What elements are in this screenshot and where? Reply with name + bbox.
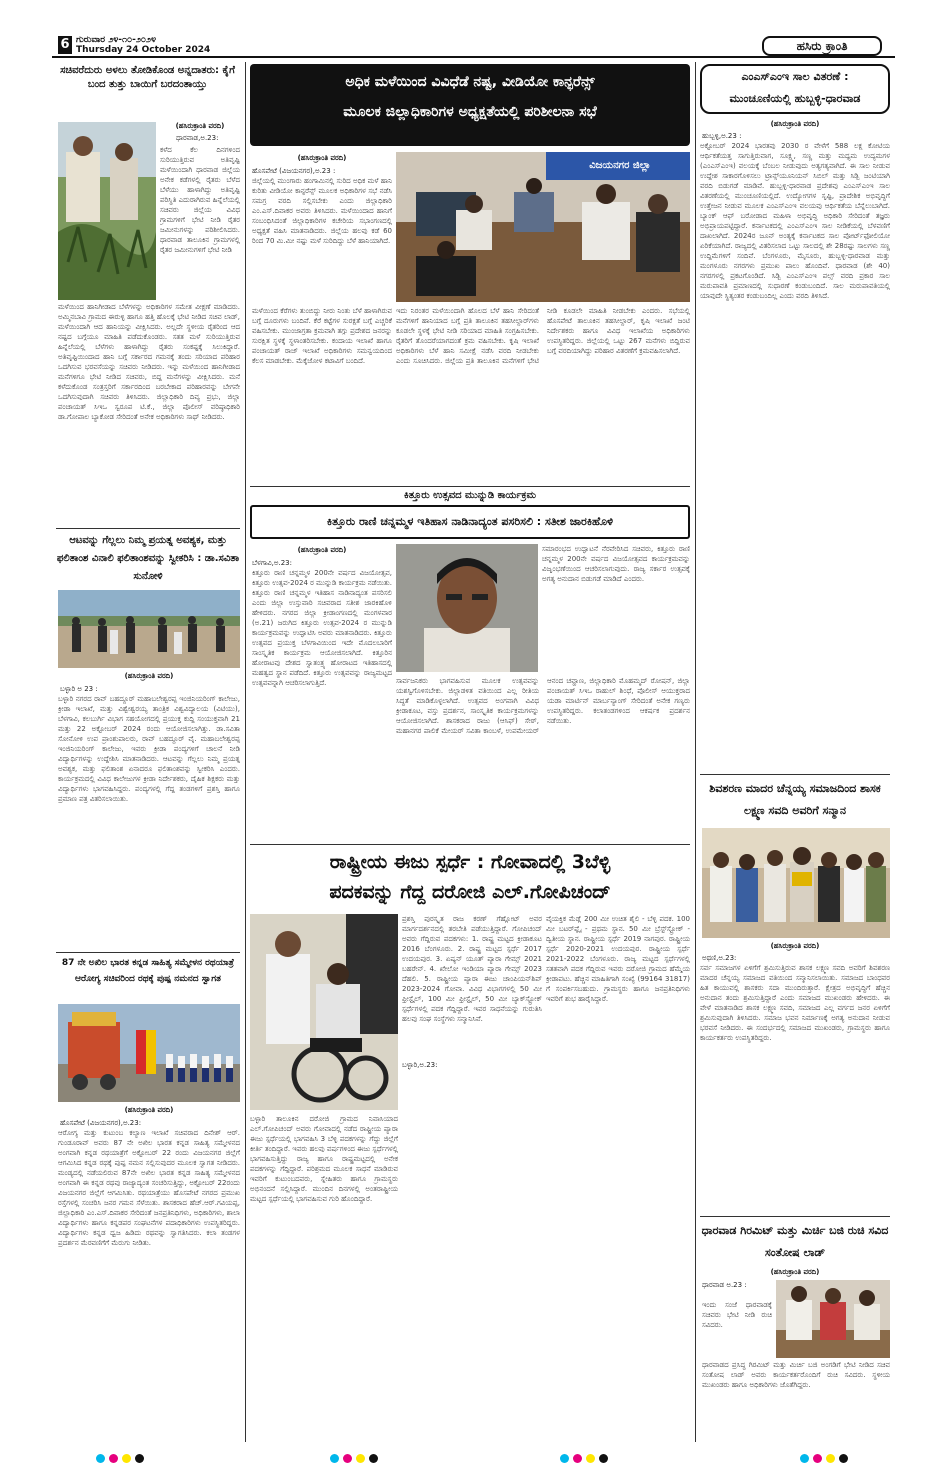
kittur-portrait-photo xyxy=(396,544,538,672)
registration-marks-right xyxy=(800,1448,858,1458)
right-story3-byline: (ಹಸಿರುಕ್ರಾಂತಿ ವರದಿ) xyxy=(770,1268,820,1276)
column-rule-right xyxy=(695,62,696,1442)
date-english: Thursday 24 October 2024 xyxy=(76,45,211,55)
reg-magenta-dot xyxy=(813,1454,822,1463)
kittur-byline: (ಹಸಿರುಕ್ರಾಂತಿ ವರದಿ) xyxy=(297,546,347,554)
left-story2-photo xyxy=(58,590,240,668)
reg-cyan-dot xyxy=(800,1454,809,1463)
left-story2-body: ಬಳ್ಳಾರಿ ನಗರದ ರಾವ್ ಬಹದ್ದೂರ್ ಮಹಾಬಲೇಶ್ವರಪ್ಪ ಇಂಜಿನಿಯರಿಂಗ್ ಕಾಲೇಜು, ಕ್ರೀಡಾ ಇಲಾಖೆ, ಮತ್ತು ವಿಶ್ವೇಶ್ವರಯ್ಯ ತಾಂತ್ರಿಕ ವಿಶ್ವವಿದ್ಯಾಲಯ (ವಿಟಿಯು), ಬೆಳಗಾವಿ, ಕಲಬುರ್ಗಿ ವಿಭಾಗ ಸಹಯೋಗದಲ್ಲಿ ಪ್ರಯುಕ್ತ ಕುದ್ದಿ ಸಂಯುಕ್ತವಾಗಿ 21 ಮತ್ತು 22 ಅಕ್ಟೋಬರ್ 2024 ರಂದು ಆಯೋಜಿಸಲಾಗಿತ್ತು. ಡಾ.ಸವಿತಾ ಸೋನೋಳಿ ಉಪ ಪ್ರಾಂಶುಪಾಲರು, ರಾವ್ ಬಹದ್ದೂರ್ ವೈ. ಮಹಾಬಲೇಶ್ವರಪ್ಪ ಇಂಜಿನಿಯರಿಂಗ್ ಕಾಲೇಜು, ಇವರು ಕ್ರೀಡಾ ಪಂದ್ಯಗಳಿಗೆ ಚಾಲನೆ ನೀಡಿ ವಿದ್ಯಾರ್ಥಿಗಳನ್ನು ಉದ್ದೇಶಿಸಿ ಮಾತನಾಡಿದರು. ಆಟವನ್ನು ಗೆಲ್ಲಲು ನಿಮ್ಮ ಪ್ರಯತ್ನ ಅವಶ್ಯಕ, ಮತ್ತು ಫಲಿತಾಂಶ ಏನಾದರೂ ಫಲಿತಾಂಶವನ್ನು ಸ್ವೀಕರಿಸಿ ಎಂದರು. ಕಾರ್ಯಕ್ರಮದಲ್ಲಿ ವಿವಿಧ ಕಾಲೇಜುಗಳ ಕ್ರೀಡಾ ನಿರ್ದೇಶಕರು, ದೈಹಿಕ ಶಿಕ್ಷಕರು ಮತ್ತು ವಿದ್ಯಾರ್ಥಿಗಳು ಭಾಗವಹಿಸಿದ್ದರು. ಪಂದ್ಯಗಳಲ್ಲಿ ಗೆದ್ದ ತಂಡಗಳಿಗೆ ಪ್ರಶಸ್ತಿ ಹಾಗೂ ಪ್ರಮಾಣ ಪತ್ರ ವಿತರಿಸಲಾಯಿತು. xyxy=(58,695,240,803)
right-story3-photo xyxy=(776,1280,890,1358)
sports-body-b: ಪ್ರಶಸ್ತಿ ಪುರಸ್ಕೃತ ರಾಜ ಕರಣ್ ಗೆಹ್ಲೋಟ್ ಅವರ ಮಾರ್ಗದರ್ಶನದಲ್ಲಿ ತರಬೇತಿ ಪಡೆಯುತ್ತಿದ್ದಾರೆ. ಗೋಪಿಚಂದ್ ಅವರು ಗೆದ್ದಿರುವ ಪದಕಗಳು: 1. ರಾಷ್ಟ್ರ ಮಟ್ಟದ ಕ್ರೀಡಾಕೂಟ 2016 ಬೆಂಗಳೂರು. 2. ರಾಷ್ಟ್ರ ಮಟ್ಟದ ಸ್ಪರ್ಧೆ 2017 ಉದಯಪುರ. 3. ಏಷ್ಯನ್ ಯೂತ್ ಪ್ಯಾರಾ ಗೇಮ್ಸ್ 2021 ಬಹರೇನ್. 4. ಖೇಲೋ ಇಂಡಿಯಾ ಪ್ಯಾರಾ ಗೇಮ್ಸ್ 2023 ದೆಹಲಿ. 5. ರಾಷ್ಟ್ರೀಯ ಪ್ಯಾರಾ ಈಜು ಚಾಂಪಿಯನ್‌ಶಿಪ್ 2023-2024 ಗೋವಾ. ವಿವಿಧ ವಿಭಾಗಗಳಲ್ಲಿ 50 ಮೀ ಫ್ರೀಸ್ಟೈಲ್, 100 ಮೀ ಫ್ರೀಸ್ಟೈಲ್, 50 ಮೀ ಬ್ಯಾಕ್‌ಸ್ಟ್ರೋಕ್ ಸ್ಪರ್ಧೆಗಳಲ್ಲಿ ಪದಕ ಗೆದ್ದಿದ್ದಾರೆ. ಇವರ ಸಾಧನೆಯನ್ನು ಗುರುತಿಸಿ ಹಲವು ಸಂಘ ಸಂಸ್ಥೆಗಳು ಸನ್ಮಾನಿಸಿವೆ. xyxy=(402,915,542,1023)
column-rule-left xyxy=(245,62,246,1442)
left-story3-dateline: ಹೊಸಪೇಟೆ (ವಿಜಯನಗರ),ಅ.23: xyxy=(60,1119,142,1127)
dateline-header xyxy=(76,35,210,55)
registration-marks-mid xyxy=(560,1448,618,1458)
right-story2-dateline: ಅಥಣಿ,ಅ.23: xyxy=(702,954,737,962)
kittur-headline: ಕಿತ್ತೂರು ರಾಣಿ ಚನ್ನಮ್ಮಳ ಇತಿಹಾಸ ನಾಡಿನಾದ್ಯಂತ ಪಸರಿಸಲಿ : ಸತೀಶ ಜಾರಕಿಹೊಳಿ xyxy=(250,505,690,539)
right-story2-byline: (ಹಸಿರುಕ್ರಾಂತಿ ವರದಿ) xyxy=(770,942,820,950)
paper-masthead: ಹಸಿರು ಕ್ರಾಂತಿ xyxy=(762,36,882,56)
right-story3-dateline: ಧಾರವಾಡ ಅ.23 : xyxy=(702,1281,747,1289)
left-story3-headline: 87 ನೇ ಅಖಿಲ ಭಾರತ ಕನ್ನಡ ಸಾಹಿತ್ಯ ಸಮ್ಮೇಳನ ರಥಯಾತ್ರೆ ಆರೋಗ್ಯ ಸಚಿವರಿಂದ ರಥಕ್ಕೆ ಪುಷ್ಪ ನಮನದ ಸ್ವಾಗತ xyxy=(61,958,235,984)
center-top-byline: (ಹಸಿರುಕ್ರಾಂತಿ ವರದಿ) xyxy=(297,154,347,162)
reg-magenta-dot xyxy=(343,1454,352,1463)
right-story3-headline: ಧಾರವಾಡ ಗಿರಮಿಟ್ ಮತ್ತು ಮಿರ್ಚಿ ಬಜಿ ರುಚಿ ಸವಿದ ಸಂತೋಷ ಲಾಡ್ xyxy=(701,1224,889,1259)
right-story2-body: ಸರ್ವ ಸಮಾಜಗಳ ಏಳಿಗೆಗೆ ಶ್ರಮಿಸುತ್ತಿರುವ ಶಾಸಕ ಲಕ್ಷ್ಮಣ ಸವದಿ ಅವರಿಗೆ ಶಿವಶರಣ ಮಾದರ ಚೆನ್ನಯ್ಯ ಸಮಾಜದ ವತಿಯಿಂದ ಸನ್ಮಾನಿಸಲಾಯಿತು. ಸಮಾಜದ ಬಾಂಧವರ ಹಿತ ಕಾಯುವಲ್ಲಿ ಶಾಸಕರು ಸದಾ ಮುಂದಿರುತ್ತಾರೆ. ಕ್ಷೇತ್ರದ ಅಭಿವೃದ್ಧಿಗೆ ಹೆಚ್ಚಿನ ಅನುದಾನ ತಂದು ಶ್ರಮಿಸುತ್ತಿದ್ದಾರೆ ಎಂದು ಸಮಾಜದ ಮುಖಂಡರು ಹೇಳಿದರು. ಈ ವೇಳೆ ಮಾತನಾಡಿದ ಶಾಸಕ ಲಕ್ಷ್ಮಣ ಸವದಿ, ಸಮಾಜದ ಎಲ್ಲ ವರ್ಗದ ಜನರ ಏಳಿಗೆಗೆ ಶ್ರಮಿಸುವುದಾಗಿ ತಿಳಿಸಿದರು. ಸಮಾಜ ಭವನ ನಿರ್ಮಾಣಕ್ಕೆ ಅಗತ್ಯ ಅನುದಾನ ನೀಡುವ ಭರವಸೆ ನೀಡಿದರು. ಈ ಸಂದರ್ಭದಲ್ಲಿ ಸಮಾಜದ ಮುಖಂಡರು, ಗ್ರಾಮಸ್ಥರು ಹಾಗೂ ಕಾರ್ಯಕರ್ತರು ಉಪಸ್ಥಿತರಿದ್ದರು. xyxy=(700,964,890,1042)
center-top-headline-box xyxy=(250,64,690,146)
reg-yellow-dot xyxy=(356,1454,365,1463)
reg-black-dot xyxy=(839,1454,848,1463)
sports-body-a: ಬಳ್ಳಾರಿ ತಾಲೂಕಿನ ದರೋಜಿ ಗ್ರಾಮದ ನಿವಾಸಿಯಾದ ಎಲ್.ಗೋಪಿಚಂದ್ ಅವರು ಗೋವಾದಲ್ಲಿ ನಡೆದ ರಾಷ್ಟ್ರೀಯ ಪ್ಯಾರಾ ಈಜು ಸ್ಪರ್ಧೆಯಲ್ಲಿ ಭಾಗವಹಿಸಿ 3 ಬೆಳ್ಳಿ ಪದಕಗಳನ್ನು ಗೆದ್ದು ಜಿಲ್ಲೆಗೆ ಕೀರ್ತಿ ತಂದಿದ್ದಾರೆ. ಇವರು ಹಲವು ವರ್ಷಗಳಿಂದ ಈಜು ಸ್ಪರ್ಧೆಗಳಲ್ಲಿ ಭಾಗವಹಿಸುತ್ತಿದ್ದು ರಾಜ್ಯ ಹಾಗೂ ರಾಷ್ಟ್ರಮಟ್ಟದಲ್ಲಿ ಅನೇಕ ಪದಕಗಳನ್ನು ಗೆದ್ದಿದ್ದಾರೆ. ಪರಿಶ್ರಮದ ಮೂಲಕ ಸಾಧನೆ ಮಾಡಿರುವ ಇವರಿಗೆ ಕುಟುಂಬದವರು, ಸ್ನೇಹಿತರು ಹಾಗೂ ಗ್ರಾಮಸ್ಥರು ಅಭಿನಂದನೆ ಸಲ್ಲಿಸಿದ್ದಾರೆ. ಮುಂದಿನ ದಿನಗಳಲ್ಲಿ ಅಂತರಾಷ್ಟ್ರೀಯ ಮಟ್ಟದ ಸ್ಪರ್ಧೆಯಲ್ಲಿ ಭಾಗವಹಿಸುವ ಗುರಿ ಹೊಂದಿದ್ದಾರೆ. xyxy=(250,1115,398,1203)
center-top-body-c: ಮಳೆಯಿಂದ ಕೆರೆಗಳು ತುಂಬಿದ್ದು ನೀರು ನಿಂತು ಬೆಳೆ ಹಾಳಾಗಿರುವ ಬಗ್ಗೆ ದೂರುಗಳು ಬಂದಿವೆ. ಕೆರೆ ಕಟ್ಟೆಗಳ ಸುರಕ್ಷತೆ ಬಗ್ಗೆ ಎಚ್ಚರಿಕೆ ವಹಿಸಬೇಕು. ಮುಂಜಾಗ್ರತಾ ಕ್ರಮವಾಗಿ ತಗ್ಗು ಪ್ರದೇಶದ ಜನರನ್ನು ಸುರಕ್ಷಿತ ಸ್ಥಳಕ್ಕೆ ಸ್ಥಳಾಂತರಿಸಬೇಕು. ಕಂದಾಯ ಇಲಾಖೆ ಹಾಗೂ ಪಂಚಾಯತ್ ರಾಜ್ ಇಲಾಖೆ ಅಧಿಕಾರಿಗಳು ಸಮನ್ವಯದಿಂದ ಕೆಲಸ ಮಾಡಬೇಕು. ಮೆಕ್ಕೆಜೋಳ ಕಟಾವಿಗೆ ಬಂದಿದೆ. xyxy=(252,307,392,365)
center-top-headline-line1: ಅಧಿಕ ಮಳೆಯಿಂದ ವಿವಿಧೆಡೆ ನಷ್ಟ, ವೀಡಿಯೋ ಕಾನ್ಫರೆನ್ಸ್ xyxy=(345,74,595,90)
left-story1-photo xyxy=(58,122,156,300)
left-story1-byline: (ಹಸಿರುಕ್ರಾಂತಿ ವರದಿ) xyxy=(175,122,225,130)
date-kannada: ಗುರುವಾರ ೨೪-೧೦-೨೦೨೪ xyxy=(76,35,156,45)
left-story3-byline: (ಹಸಿರುಕ್ರಾಂತಿ ವರದಿ) xyxy=(124,1106,174,1114)
center-top-photo-banner: ವಿಜಯನಗರ ಜಿಲ್ಲಾ xyxy=(589,160,651,171)
center-top-body-b: ಇದು ನಿರಂತರ ಮಳೆಯಿಂದಾಗಿ ಹೊಲದ ಬೆಳೆ ಹಾನಿ ಸೇರಿದಂತೆ ಮನೆಗಳಿಗೆ ಹಾನಿಯಾದ ಬಗ್ಗೆ ಪ್ರತಿ ತಾಲೂಕಿನ ತಹಸೀಲ್ದಾರ್‌ಗಳು ಕೂಡಲೇ ಸ್ಥಳಕ್ಕೆ ಭೇಟಿ ನೀಡಿ ಸರಿಯಾದ ಮಾಹಿತಿ ಸಂಗ್ರಹಿಸಬೇಕು. ರೈತರಿಗೆ ತೊಂದರೆಯಾಗದಂತೆ ಕ್ರಮ ವಹಿಸಬೇಕು. ಕೃಷಿ ಇಲಾಖೆ ಅಧಿಕಾರಿಗಳು ಬೆಳೆ ಹಾನಿ ಸಮೀಕ್ಷೆ ನಡೆಸಿ ವರದಿ ನೀಡಬೇಕು ಎಂದು ಸೂಚಿಸಿದರು. ಜಿಲ್ಲೆಯ ಪ್ರತಿ ತಾಲೂಕಿನ ಮನೆಗಳಿಗೆ ಭೇಟಿ ನೀಡಿ ಕೂಡಲೇ ಮಾಹಿತಿ ನೀಡಬೇಕು ಎಂದರು. ಸಭೆಯಲ್ಲಿ ಹೊಸಪೇಟೆ ತಾಲೂಕಿನ ತಹಸೀಲ್ದಾರ್, ಕೃಷಿ ಇಲಾಖೆ ಜಂಟಿ ನಿರ್ದೇಶಕರು ಹಾಗೂ ವಿವಿಧ ಇಲಾಖೆಯ ಅಧಿಕಾರಿಗಳು ಉಪಸ್ಥಿತರಿದ್ದರು. ಜಿಲ್ಲೆಯಲ್ಲಿ ಒಟ್ಟು 267 ಮನೆಗಳು ಬಿದ್ದಿರುವ ಬಗ್ಗೆ ವರದಿಯಾಗಿದ್ದು ಪರಿಹಾರ ವಿತರಣೆಗೆ ಕ್ರಮವಹಿಸಲಾಗಿದೆ. xyxy=(396,307,690,365)
reg-black-dot xyxy=(135,1454,144,1463)
right-divider-2 xyxy=(700,1216,890,1217)
left-story2-headline: ಆಟವನ್ನು ಗೆಲ್ಲಲು ನಿಮ್ಮ ಪ್ರಯತ್ನ ಅವಶ್ಯಕ, ಮತ್ತು ಫಲಿತಾಂಶ ವಿನಾಲಿ ಫಲಿತಾಂಶವನ್ನು ಸ್ವೀಕರಿಸಿ : ಡಾ.ಸವಿತಾ ಸುನೋಳಿ xyxy=(56,535,240,582)
left-divider-1 xyxy=(56,528,240,529)
sports-swimmer-photo xyxy=(250,914,398,1110)
left-story1-headline: ಸಚಿವರೆದುರು ಅಳಲು ತೋಡಿಕೊಂಡ ಅನ್ನದಾತರು: ಕೈಗೆ ಬಂದ ತುತ್ತು ಬಾಯಿಗೆ ಬರದಂತಾಯ್ತು xyxy=(60,65,235,90)
center-top-dateline: ಹೊಸಪೇಟೆ (ವಿಜಯನಗರ),ಅ.23 : xyxy=(252,167,336,175)
page-number: 6 xyxy=(58,36,72,54)
right-story2-photo xyxy=(702,828,890,938)
center-top-headline-line2: ಮೂಲಕ ಜಿಲ್ಲಾಧಿಕಾರಿಗಳ ಅಧ್ಯಕ್ಷತೆಯಲ್ಲಿ ಪರಿಶೀಲನಾ ಸಭೆ xyxy=(343,104,597,120)
right-story3-body-a: ಇಂದು ಸಂಜೆ ಧಾರವಾಡಕ್ಕೆ ಸಚಿವರು ಭೇಟಿ ನೀಡಿ ರುಚಿ ಸವಿದರು. xyxy=(702,1301,772,1329)
left-story1-body-a: ಕಳೆದ ಕೆಲ ದಿನಗಳಿಂದ ಸುರಿಯುತ್ತಿರುವ ಅತಿವೃಷ್ಟಿ ಮಳೆಯಿಂದಾಗಿ ಧಾರವಾಡ ಜಿಲ್ಲೆಯ ಅನೇಕ ಕಡೆಗಳಲ್ಲಿ ರೈತರು ಬೆಳೆದ ಬೆಳೆಯು ಹಾಳಾಗಿದ್ದು ಅತಿವೃಷ್ಟಿ ಪರಿಸ್ಥಿತಿ ಎದುರಾಗಿರುವ ಹಿನ್ನೆಲೆಯಲ್ಲಿ ಸಚಿವರು ಜಿಲ್ಲೆಯ ವಿವಿಧ ಗ್ರಾಮಗಳಿಗೆ ಭೇಟಿ ನೀಡಿ ರೈತರ ಜಮೀನುಗಳನ್ನು ಪರಿಶೀಲಿಸಿದರು. ಧಾರವಾಡ ತಾಲೂಕಿನ ಗ್ರಾಮಗಳಲ್ಲಿ ರೈತರ ಜಮೀನುಗಳಿಗೆ ಭೇಟಿ ನೀಡಿ xyxy=(160,146,240,254)
right-divider-1 xyxy=(700,774,890,775)
registration-marks-center xyxy=(330,1448,388,1458)
center-divider-2 xyxy=(250,844,690,845)
reg-magenta-dot xyxy=(109,1454,118,1463)
reg-black-dot xyxy=(599,1454,608,1463)
right-story2-headline: ಶಿವಶರಣ ಮಾದರ ಚೆನ್ನಯ್ಯ ಸಮಾಜದಿಂದ ಶಾಸಕ ಲಕ್ಷ್ಮಣ ಸವದಿ ಅವರಿಗೆ ಸನ್ಮಾನ xyxy=(709,782,881,817)
reg-yellow-dot xyxy=(586,1454,595,1463)
left-story3-body: ಆರೋಗ್ಯ ಮತ್ತು ಕುಟುಂಬ ಕಲ್ಯಾಣ ಇಲಾಖೆ ಸಚಿವರಾದ ದಿನೇಶ್ ಆರ್. ಗುಂಡೂರಾವ್ ಅವರು 87 ನೇ ಅಖಿಲ ಭಾರತ ಕನ್ನಡ ಸಾಹಿತ್ಯ ಸಮ್ಮೇಳನದ ಅಂಗವಾಗಿ ಕನ್ನಡ ರಥಯಾತ್ರೆಗೆ ಅಕ್ಟೋಬರ್ 22 ರಂದು ವಿಜಯನಗರ ಜಿಲ್ಲೆಗೆ ಆಗಮಿಸಿದ ಕನ್ನಡ ರಥಕ್ಕೆ ಪುಷ್ಪ ನಮನ ಸಲ್ಲಿಸುವುದರ ಮೂಲಕ ಸ್ವಾಗತ ನೀಡಿದರು. ಮಂಡ್ಯದಲ್ಲಿ ನಡೆಯಲಿರುವ 87ನೇ ಅಖಿಲ ಭಾರತ ಕನ್ನಡ ಸಾಹಿತ್ಯ ಸಮ್ಮೇಳನದ ಅಂಗವಾಗಿ ಈ ಕನ್ನಡ ರಥವು ರಾಜ್ಯಾದ್ಯಂತ ಸಂಚರಿಸುತ್ತಿದ್ದು, ಅಕ್ಟೋಬರ್ 22ರಂದು ವಿಜಯನಗರ ಜಿಲ್ಲೆಗೆ ಆಗಮಿಸಿತು. ರಥಯಾತ್ರೆಯು ಹೊಸಪೇಟೆ ನಗರದ ಪ್ರಮುಖ ರಸ್ತೆಗಳಲ್ಲಿ ಸಂಚರಿಸಿ ಜನರ ಗಮನ ಸೆಳೆಯಿತು. ಶಾಸಕರಾದ ಹೆಚ್.ಆರ್.ಗವಿಯಪ್ಪ, ಜಿಲ್ಲಾಧಿಕಾರಿ ಎಂ.ಎಸ್.ದಿವಾಕರ ಸೇರಿದಂತೆ ಜನಪ್ರತಿನಿಧಿಗಳು, ಅಧಿಕಾರಿಗಳು, ಶಾಲಾ ವಿದ್ಯಾರ್ಥಿಗಳು ಹಾಗೂ ಕನ್ನಡಪರ ಸಂಘಟನೆಗಳ ಪದಾಧಿಕಾರಿಗಳು ಉಪಸ್ಥಿತರಿದ್ದರು. ವಿದ್ಯಾರ್ಥಿಗಳು ಕನ್ನಡ ಧ್ವಜ ಹಿಡಿದು ರಥವನ್ನು ಸ್ವಾಗತಿಸಿದರು. ಕಲಾ ತಂಡಗಳ ಪ್ರದರ್ಶನ ಮೆರವಣಿಗೆಗೆ ಮೆರುಗು ನೀಡಿತು. xyxy=(58,1129,240,1247)
right-story1-byline: (ಹಸಿರುಕ್ರಾಂತಿ ವರದಿ) xyxy=(770,120,820,128)
center-divider-1 xyxy=(250,486,690,487)
right-story1-headline xyxy=(700,64,890,114)
sports-dateline: ಬಳ್ಳಾರಿ,ಅ.23: xyxy=(402,1061,438,1069)
kittur-kicker: ಕಿತ್ತೂರು ಉತ್ಸವದ ಮುನ್ನುಡಿ ಕಾರ್ಯಕ್ರಮ xyxy=(404,490,536,501)
right-story1-headline-line2: ಮುಂಚೂಣಿಯಲ್ಲಿ ಹುಬ್ಬಳ್ಳಿ-ಧಾರವಾಡ xyxy=(729,92,861,105)
reg-magenta-dot xyxy=(573,1454,582,1463)
left-story2-dateline: ಬಳ್ಳಾರಿ ಅ 23 : xyxy=(60,685,98,693)
registration-marks-left xyxy=(96,1448,154,1458)
left-story1-dateline: ಧಾರವಾಡ,ಅ.23: xyxy=(176,134,219,142)
sports-body-c: ವೈಯಕ್ತಿಕ ಮೆಡ್ಲೆ 200 ಮೀ ಉಚಿತ ಶೈಲಿ - ಬೆಳ್ಳಿ ಪದಕ. 100 ಮೀ ಬಟರ್‌ಫ್ಲೈ - ಪ್ರಥಮ ಸ್ಥಾನ. 50 ಮೀ ಬ್ರೆಸ್ಟ್‌ಸ್ಟ್ರೋಕ್ - ದ್ವಿತೀಯ ಸ್ಥಾನ. ರಾಷ್ಟ್ರೀಯ ಸ್ಪರ್ಧೆ 2019 ನಾಗಪುರ. ರಾಷ್ಟ್ರೀಯ ಸ್ಪರ್ಧೆ 2020-2021 ಉದಯಪುರ. ರಾಷ್ಟ್ರೀಯ ಸ್ಪರ್ಧೆ 2021-2022 ಬೆಂಗಳೂರು. ರಾಜ್ಯ ಮಟ್ಟದ ಸ್ಪರ್ಧೆಗಳಲ್ಲಿ ಸತತವಾಗಿ ಪದಕ ಗೆದ್ದಿರುವ ಇವರು ದರೋಜಿ ಗ್ರಾಮದ ಹೆಮ್ಮೆಯ ಕ್ರೀಡಾಪಟು. ಹೆಚ್ಚಿನ ಮಾಹಿತಿಗಾಗಿ ಸಂಖ್ಯೆ (99164 31817) ಗೆ ಸಂಪರ್ಕಿಸಬಹುದು. ಗ್ರಾಮಸ್ಥರು ಹಾಗೂ ಜನಪ್ರತಿನಿಧಿಗಳು ಇವರಿಗೆ ಶುಭ ಹಾರೈಸಿದ್ದಾರೆ. xyxy=(546,915,690,1003)
kittur-body-b: ಸಮಾರಂಭದ ಉದ್ಘಾಟನೆ ನೆರವೇರಿಸಿದ ಸಚಿವರು, ಕಿತ್ತೂರು ರಾಣಿ ಚನ್ನಮ್ಮಳ 200ನೇ ವರ್ಷದ ವಿಜಯೋತ್ಸವದ ಕಾರ್ಯಕ್ರಮವನ್ನು ವಿಜೃಂಭಣೆಯಿಂದ ಆಚರಿಸಲಾಗುವುದು. ರಾಜ್ಯ ಸರ್ಕಾರ ಉತ್ಸವಕ್ಕೆ ಅಗತ್ಯ ಅನುದಾನ ಬಿಡುಗಡೆ ಮಾಡಿದೆ ಎಂದರು. xyxy=(542,545,690,583)
reg-yellow-dot xyxy=(826,1454,835,1463)
left-story2-byline: (ಹಸಿರುಕ್ರಾಂತಿ ವರದಿ) xyxy=(124,672,174,680)
sports-headline-line1: ರಾಷ್ಟ್ರೀಯ ಈಜು ಸ್ಪರ್ಧೆ : ಗೋವಾದಲ್ಲಿ 3ಬೆಳ್ಳಿ xyxy=(329,851,611,873)
right-story3-body-b: ಧಾರವಾಡದ ಪ್ರಸಿದ್ಧ ಗಿರಮಿಟ್ ಮತ್ತು ಮಿರ್ಚಿ ಬಜಿ ಅಂಗಡಿಗೆ ಭೇಟಿ ನೀಡಿದ ಸಚಿವ ಸಂತೋಷ ಲಾಡ್ ಅವರು ಕಾರ್ಯಕರ್ತರೊಂದಿಗೆ ರುಚಿ ಸವಿದರು. ಸ್ಥಳೀಯ ಮುಖಂಡರು ಹಾಗೂ ಅಧಿಕಾರಿಗಳು ಜೊತೆಗಿದ್ದರು. xyxy=(702,1361,890,1389)
kittur-body-c: ಸಾರ್ವಜನಿಕರು ಭಾಗವಹಿಸುವ ಮೂಲಕ ಉತ್ಸವವನ್ನು ಯಶಸ್ವಿಗೊಳಿಸಬೇಕು. ಜಿಲ್ಲಾಡಳಿತ ವತಿಯಿಂದ ಎಲ್ಲ ರೀತಿಯ ಸಿದ್ಧತೆ ಮಾಡಿಕೊಳ್ಳಲಾಗಿದೆ. ಉತ್ಸವದ ಅಂಗವಾಗಿ ವಿವಿಧ ಕ್ರೀಡಾಕೂಟ, ವಸ್ತು ಪ್ರದರ್ಶನ, ಸಾಂಸ್ಕೃತಿಕ ಕಾರ್ಯಕ್ರಮಗಳನ್ನು ಆಯೋಜಿಸಲಾಗಿದೆ. ಶಾಸಕರಾದ ರಾಜು (ಆಸಿಫ್) ಸೇಠ್, ಮಹಾನಗರ ಪಾಲಿಕೆ ಮೇಯರ್ ಸವಿತಾ ಕಾಂಬಳೆ, ಉಪಮೇಯರ್ ಆನಂದ ಚವ್ಹಾಣ, ಜಿಲ್ಲಾಧಿಕಾರಿ ಮೊಹಮ್ಮದ್ ರೋಷನ್, ಜಿಲ್ಲಾ ಪಂಚಾಯತ್ ಸಿಇಒ ರಾಹುಲ್ ಶಿಂಧೆ, ಪೊಲೀಸ್ ಆಯುಕ್ತರಾದ ಯಡಾ ಮಾರ್ಟಿನ್ ಮಾರ್ಬನ್ಯಾಂಗ್ ಸೇರಿದಂತೆ ಅನೇಕ ಗಣ್ಯರು ಉಪಸ್ಥಿತರಿದ್ದರು. ಕಲಾತಂಡಗಳಿಂದ ಆಕರ್ಷಕ ಪ್ರದರ್ಶನ ನಡೆಯಿತು. xyxy=(396,677,690,735)
right-story1-dateline: ಹುಬ್ಬಳ್ಳಿ,ಅ.23 : xyxy=(702,132,742,140)
kittur-body-a: ಕಿತ್ತೂರು ರಾಣಿ ಚನ್ನಮ್ಮಳ 200ನೇ ವರ್ಷದ ವಿಜಯೋತ್ಸವ, ಕಿತ್ತೂರು ಉತ್ಸವ-2024 ರ ಮುನ್ನುಡಿ ಕಾರ್ಯಕ್ರಮ ನಡೆಯಿತು. ಕಿತ್ತೂರು ರಾಣಿ ಚನ್ನಮ್ಮಳ ಇತಿಹಾಸ ನಾಡಿನಾದ್ಯಂತ ಪಸರಿಸಲಿ ಎಂದು ಜಿಲ್ಲಾ ಉಸ್ತುವಾರಿ ಸಚಿವರಾದ ಸತೀಶ ಜಾರಕಿಹೊಳಿ ಹೇಳಿದರು. ನಗರದ ಜಿಲ್ಲಾ ಕ್ರೀಡಾಂಗಣದಲ್ಲಿ ಮಂಗಳವಾರ (ಅ.21) ಜರುಗಿದ ಕಿತ್ತೂರು ಉತ್ಸವ-2024 ರ ಮುನ್ನುಡಿ ಕಾರ್ಯಕ್ರಮವನ್ನು ಉದ್ಘಾಟಿಸಿ ಅವರು ಮಾತನಾಡಿದರು. ಕಿತ್ತೂರು ಉತ್ಸವದ ಪ್ರಯುಕ್ತ ಬೆಳಗಾವಿಯಿಂದ ಇದೇ ಮೊದಲಬಾರಿಗೆ ಸಾಂಸ್ಕೃತಿಕ ಕಾರ್ಯಕ್ರಮ ಆಯೋಜಿಸಲಾಗಿದೆ. ಕಿತ್ತೂರಿನ ಹೋರಾಟವು ದೇಶದ ಸ್ವಾತಂತ್ರ್ಯ ಹೋರಾಟದ ಇತಿಹಾಸದಲ್ಲಿ ಮಹತ್ವದ ಸ್ಥಾನ ಪಡೆದಿದೆ. ಕಿತ್ತೂರು ಉತ್ಸವವನ್ನು ರಾಜ್ಯಮಟ್ಟದ ಉತ್ಸವವನ್ನಾಗಿ ಆಚರಿಸಲಾಗುತ್ತಿದೆ. xyxy=(252,569,392,687)
reg-cyan-dot xyxy=(96,1454,105,1463)
reg-cyan-dot xyxy=(330,1454,339,1463)
right-story1-headline-line1: ಎಂಎಸ್‌ಎಂಇ ಸಾಲ ವಿತರಣೆ : xyxy=(741,70,849,83)
right-story1-body: ಅಕ್ಟೋಬರ್ 2024 ಭಾರತವು 2030 ರ ವೇಳೆಗೆ 588 ಲಕ್ಷ ಕೋಟಿಯ ಆರ್ಥಿಕತೆಯತ್ತ ಸಾಗುತ್ತಿರುವಾಗ, ಸೂಕ್ಷ್ಮ, ಸಣ್ಣ ಮತ್ತು ಮಧ್ಯಮ ಉದ್ಯಮಗಳ (ಎಂಎಸ್‌ಎಂಇ) ವಲಯಕ್ಕೆ ಬೆಂಬಲ ನೀಡುವುದು ಅತ್ಯಗತ್ಯವಾಗಿದೆ. ಈ ಸಾಲ ನೀಡುವ ಉದ್ದೇಶ ಸಾಕಾರಗೊಳಿಸಲು ಟ್ರಾನ್ಸ್‌ಯೂನಿಯನ್ ಸಿಬಿಲ್ ಮತ್ತು ಸಿಡ್ಬಿ ಜಂಟಿಯಾಗಿ ವರದಿ ಬಿಡುಗಡೆ ಮಾಡಿವೆ. ಹುಬ್ಬಳ್ಳಿ-ಧಾರವಾಡ ಪ್ರದೇಶವು ಎಂಎಸ್‌ಎಂಇ ಸಾಲ ವಿತರಣೆಯಲ್ಲಿ ಮುಂಚೂಣಿಯಲ್ಲಿದೆ. ಉದ್ಯೋಗಗಳ ಸೃಷ್ಟಿ, ಪ್ರಾದೇಶಿಕ ಅಭಿವೃದ್ಧಿಗೆ ಉತ್ತೇಜನ ನೀಡುವ ಮೂಲಕ ಎಂಎಸ್‌ಎಂಇ ವಲಯವು ಆರ್ಥಿಕತೆಯ ಬೆನ್ನೆಲುಬಾಗಿದೆ. ಬ್ಯಾಂಕ್ ಆಫ್ ಬರೋಡಾದ ಮಹಿಳಾ ಅಭಿವೃದ್ಧಿ ಅಧಿಕಾರಿ ಸೇರಿದಂತೆ ತಜ್ಞರು ಅಭಿಪ್ರಾಯಪಟ್ಟಿದ್ದಾರೆ. ಕರ್ನಾಟಕದಲ್ಲಿ ಎಂಎಸ್‌ಎಂಇ ಸಾಲ ನೀಡಿಕೆಯಲ್ಲಿ ಬೆಳವಣಿಗೆ ದಾಖಲಾಗಿದೆ. 2024ರ ಜೂನ್ ಅಂತ್ಯಕ್ಕೆ ಕರ್ನಾಟಕದ ಸಾಲ ಪೋರ್ಟ್‌ಫೋಲಿಯೋ ಏರಿಕೆಯಾಗಿದೆ. ರಾಜ್ಯದಲ್ಲಿ ವಿತರಿಸಲಾದ ಒಟ್ಟು ಸಾಲದಲ್ಲಿ ಶೇ 28ರಷ್ಟು ಸಾಲಗಳು ಸಣ್ಣ ಉದ್ದಿಮೆಗಳಿಗೆ ಸಂದಿವೆ. ಬೆಂಗಳೂರು, ಮೈಸೂರು, ಹುಬ್ಬಳ್ಳಿ-ಧಾರವಾಡ ಮತ್ತು ಮಂಗಳೂರು ನಗರಗಳು ಪ್ರಮುಖ ಪಾಲು ಹೊಂದಿವೆ. ಧಾರವಾಡ (ಶೇ 40) ನಗರಗಳಲ್ಲಿ ಪ್ರಕಟಗೊಂಡಿದೆ. ಸಿಡ್ಬಿ ಎಂಎಸ್‌ಎಂಇ ಪಲ್ಸ್ ವರದಿ ಪ್ರಕಾರ ಸಾಲ ಮರುಪಾವತಿ ಪ್ರಮಾಣದಲ್ಲಿ ಸುಧಾರಣೆ ಕಂಡುಬಂದಿದೆ. ಸಾಲ ಮರುಪಾವತಿಯಲ್ಲಿ ಯಾವುದೇ ಸ್ಥಿತ್ಯಂತರ ಕಂಡುಬಂದಿಲ್ಲ ಎಂದು ವರದಿ ತಿಳಿಸಿದೆ. xyxy=(700,142,890,300)
reg-black-dot xyxy=(369,1454,378,1463)
kittur-dateline: ಬೆಳಗಾವಿ,ಅ.23: xyxy=(252,559,292,567)
reg-yellow-dot xyxy=(122,1454,131,1463)
left-divider-2 xyxy=(56,952,240,953)
center-top-body-a: ಜಿಲ್ಲೆಯಲ್ಲಿ ಮುಂಗಾರು ಹಂಗಾಮಿನಲ್ಲಿ ಸುರಿದ ಅಧಿಕ ಮಳೆ ಹಾನಿ ಕುರಿತು ವೀಡಿಯೋ ಕಾನ್ಫರೆನ್ಸ್ ಮೂಲಕ ಅಧಿಕಾರಿಗಳ ಸಭೆ ನಡೆಸಿ ಸಮಗ್ರ ವರದಿ ಸಲ್ಲಿಸಬೇಕು ಎಂದು ಜಿಲ್ಲಾಧಿಕಾರಿ ಎಂ.ಎಸ್.ದಿವಾಕರ ಅವರು ತಿಳಿಸಿದರು. ಮಳೆಯಿಂದಾದ ಹಾನಿಗೆ ಸಂಬಂಧಿಸಿದಂತೆ ಜಿಲ್ಲಾಧಿಕಾರಿಗಳ ಕಚೇರಿಯ ಸಭಾಂಗಣದಲ್ಲಿ ಅಧ್ಯಕ್ಷತೆ ವಹಿಸಿ ಮಾತನಾಡಿದರು. ಜಿಲ್ಲೆಯ ಹಲವು ಕಡೆ 60 ರಿಂದ 70 ಮಿ.ಮೀ ನಷ್ಟು ಮಳೆ ಸುರಿದಿದ್ದು ಬೆಳೆ ಹಾನಿಯಾಗಿದೆ. xyxy=(252,177,392,245)
left-story3-photo xyxy=(58,1004,240,1102)
reg-cyan-dot xyxy=(560,1454,569,1463)
sports-headline-line2: ಪದಕವನ್ನು ಗೆದ್ದ ದರೋಜಿ ಎಲ್.ಗೋಪಿಚಂದ್ xyxy=(329,881,611,903)
left-story1-body-b: ಮಳೆಯಿಂದ ಹಾನಿಗೀಡಾದ ಬೆಳೆಗಳನ್ನು ಅಧಿಕಾರಿಗಳ ಸಮೇತ ವೀಕ್ಷಣೆ ಮಾಡಿದರು. ಅಮ್ಮಿನಬಾವಿ ಗ್ರಾಮದ ಈರುಳ್ಳಿ ಹಾಗೂ ಹತ್ತಿ ಹೊಲಕ್ಕೆ ಭೇಟಿ ನೀಡಿದ ಸಚಿವ ಲಾಡ್, ಮಳೆಯಿಂದಾಗಿ ಆದ ಹಾನಿಯನ್ನು ವೀಕ್ಷಿಸಿದರು. ಅಲ್ಲದೇ ಸ್ಥಳೀಯ ರೈತರಿಂದ ಆದ ನಷ್ಟದ ಬಗ್ಗೆಯೂ ಮಾಹಿತಿ ಪಡೆದುಕೊಂಡರು. ಸತತ ಮಳೆ ಸುರಿಯುತ್ತಿರುವ ಹಿನ್ನೆಲೆಯಲ್ಲಿ ಬೆಳೆಗಳು ಹಾಳಾಗಿದ್ದು ರೈತರು ಸಂಕಷ್ಟಕ್ಕೆ ಸಿಲುಕಿದ್ದಾರೆ. ಅತಿವೃಷ್ಟಿಯಿಂದಾದ ಹಾನಿ ಬಗ್ಗೆ ಸರ್ಕಾರದ ಗಮನಕ್ಕೆ ತಂದು ಸರಿಯಾದ ಪರಿಹಾರ ಒದಗಿಸುವ ಭರವಸೆಯನ್ನು ಸಚಿವರು ನೀಡಿದರು. ಇನ್ನು ಮಳೆಯಿಂದ ಹಾನಿಗೀಡಾದ ಮನೆಗಳಿಗೂ ಭೇಟಿ ನೀಡಿದ ಸಚಿವರು, ಬಿದ್ದ ಮನೆಗಳನ್ನು ವೀಕ್ಷಿಸಿದರು. ಮನೆ ಕಳೆದುಕೊಂಡ ಸಂತ್ರಸ್ತರಿಗೆ ಸರ್ಕಾರದಿಂದ ಬರಬೇಕಾದ ಪರಿಹಾರವನ್ನು ಬೇಗನೇ ಒದಗಿಸುವುದಾಗಿ ಸಚಿವರು ತಿಳಿಸಿದರು. ಜಿಲ್ಲಾಧಿಕಾರಿ ದಿವ್ಯ ಪ್ರಭು, ಜಿಲ್ಲಾ ಪಂಚಾಯತ್ ಸಿಇಒ ಸ್ವರೂಪ ಟಿ.ಕೆ., ಜಿಲ್ಲಾ ಪೊಲೀಸ್ ವರಿಷ್ಠಾಧಿಕಾರಿ ಡಾ.ಗೋಪಾಲ ಬ್ಯಾಕೋಡ ಸೇರಿದಂತೆ ಅನೇಕ ಅಧಿಕಾರಿಗಳು ಸಾಥ್ ನೀಡಿದರು. xyxy=(58,303,240,421)
